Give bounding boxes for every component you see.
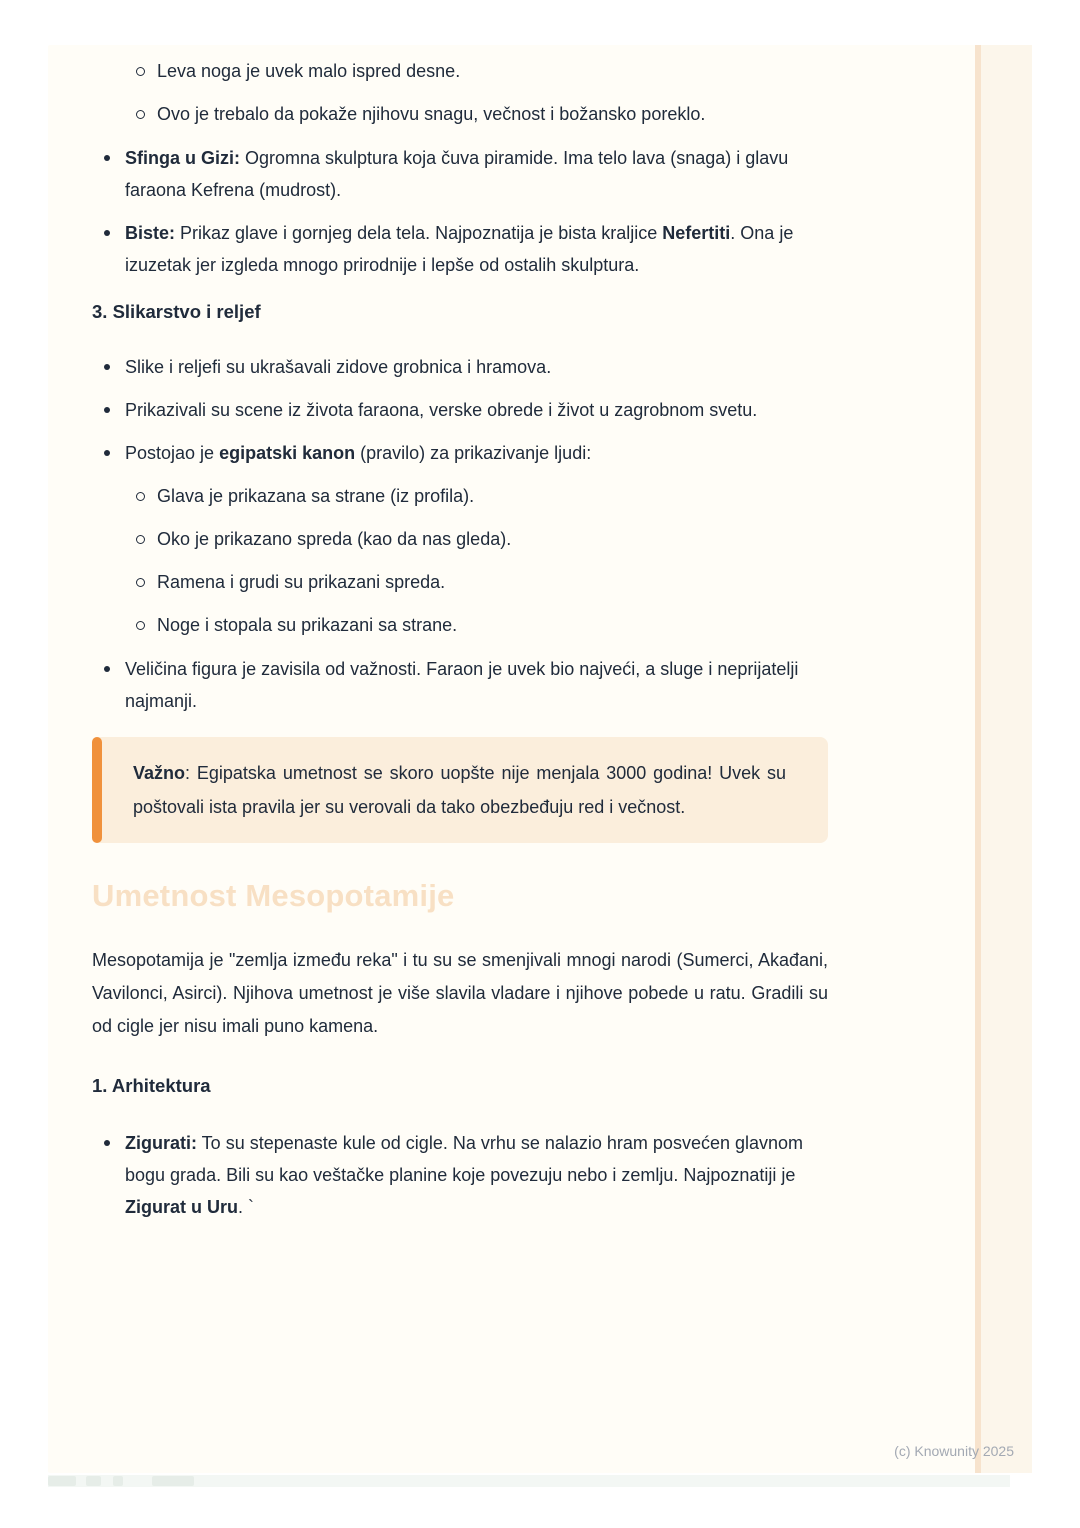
bullet-circle-icon	[136, 621, 145, 630]
list-item	[92, 566, 828, 598]
list-item-text: Postojao je egipatski kanon (pravilo) za prikazivanje ljudi:	[125, 443, 592, 463]
footer-copyright: (c) Knowunity 2025	[894, 1443, 1014, 1459]
list-item	[92, 437, 828, 469]
list-item	[92, 394, 828, 426]
bullet-circle-icon	[136, 578, 145, 587]
bullet-dot-icon	[104, 1140, 110, 1146]
list-item	[92, 609, 828, 641]
bullet-dot-icon	[104, 230, 110, 236]
section-heading-arhitektura: 1. Arhitektura	[92, 1075, 211, 1096]
list-item	[92, 55, 828, 87]
list-item	[92, 351, 828, 383]
canon-sub-list	[92, 480, 828, 641]
list-item	[92, 1127, 828, 1223]
list-item-text: Zigurati: To su stepenaste kule od cigle. Na vrhu se nalazio hram posvećen glavnom bogu grada. Bili su kao veštačke planine koje povezuju nebo i zemlju. Najpoznatiji je Zigurat u Uru. `	[125, 1133, 804, 1217]
sculpture-bullet-list	[92, 142, 828, 281]
bullet-circle-icon	[136, 535, 145, 544]
list-item	[92, 98, 828, 130]
size-rule-list	[92, 653, 828, 717]
bullet-dot-icon	[104, 407, 110, 413]
list-item	[92, 523, 828, 555]
note-sheet	[48, 45, 1032, 1473]
next-page-text-sliver	[48, 1476, 76, 1486]
list-item	[92, 653, 828, 717]
next-page-text-sliver	[152, 1476, 194, 1486]
section-heading-slikarstvo: 3. Slikarstvo i reljef	[92, 301, 261, 322]
list-item-text: Ovo je trebalo da pokaže njihovu snagu, večnost i božansko poreklo.	[157, 104, 706, 124]
bullet-dot-icon	[104, 450, 110, 456]
list-item-text: Biste: Prikaz glave i gornjeg dela tela. Najpoznatija je bista kraljice Nefertiti. Ona je izuzetak jer izgleda mnogo prirodnije i lepše od ostalih skulptura.	[125, 223, 794, 275]
bullet-dot-icon	[104, 666, 110, 672]
sub-bullet-list	[92, 55, 828, 130]
callout-accent-bar	[92, 737, 102, 843]
list-item-text: Prikazivali su scene iz života faraona, verske obrede i život u zagrobnom svetu.	[125, 400, 758, 420]
bullet-circle-icon	[136, 110, 145, 119]
list-item-text: Ramena i grudi su prikazani spreda.	[157, 572, 446, 592]
bullet-circle-icon	[136, 67, 145, 76]
list-item-text: Sfinga u Gizi: Ogromna skulptura koja čuva piramide. Ima telo lava (snaga) i glavu faraona Kefrena (mudrost).	[125, 148, 789, 200]
list-item	[92, 217, 828, 281]
list-item-text: Glava je prikazana sa strane (iz profila).	[157, 486, 475, 506]
list-item	[92, 142, 828, 206]
next-page-text-sliver	[113, 1476, 123, 1486]
bullet-dot-icon	[104, 155, 110, 161]
list-item-text: Veličina figura je zavisila od važnosti. Faraon je uvek bio najveći, a sluge i neprijatelji najmanji.	[125, 659, 799, 711]
architecture-bullet-list	[92, 1127, 828, 1223]
bullet-dot-icon	[104, 364, 110, 370]
mesopotamija-intro-paragraph: Mesopotamija je "zemlja između reka" i tu su se smenjivali mnogi narodi (Sumerci, Akađani, Vavilonci, Asirci). Njihova umetnost je više slavila vladare i njihove pobede u ratu. Gradili su od cigle jer nisu imali puno kamena.	[92, 950, 828, 1036]
list-item-text: Slike i reljefi su ukrašavali zidove grobnica i hramova.	[125, 357, 552, 377]
list-item-text: Oko je prikazano spreda (kao da nas gleda).	[157, 529, 512, 549]
page-heading-mesopotamija: Umetnost Mesopotamije	[92, 878, 455, 913]
list-item-text: Leva noga je uvek malo ispred desne.	[157, 61, 461, 81]
bullet-circle-icon	[136, 492, 145, 501]
right-margin-strip	[981, 45, 1032, 1473]
next-page-text-sliver	[86, 1476, 101, 1486]
painting-bullet-list	[92, 351, 828, 469]
callout-text: Važno: Egipatska umetnost se skoro uopšte nije menjala 3000 godina! Uvek su poštovali ista pravila jer su verovali da tako obezbeđuju red i večnost.	[133, 763, 786, 817]
list-item-text: Noge i stopala su prikazani sa strane.	[157, 615, 458, 635]
important-callout	[92, 737, 828, 843]
note-content	[92, 55, 828, 1234]
list-item	[92, 480, 828, 512]
